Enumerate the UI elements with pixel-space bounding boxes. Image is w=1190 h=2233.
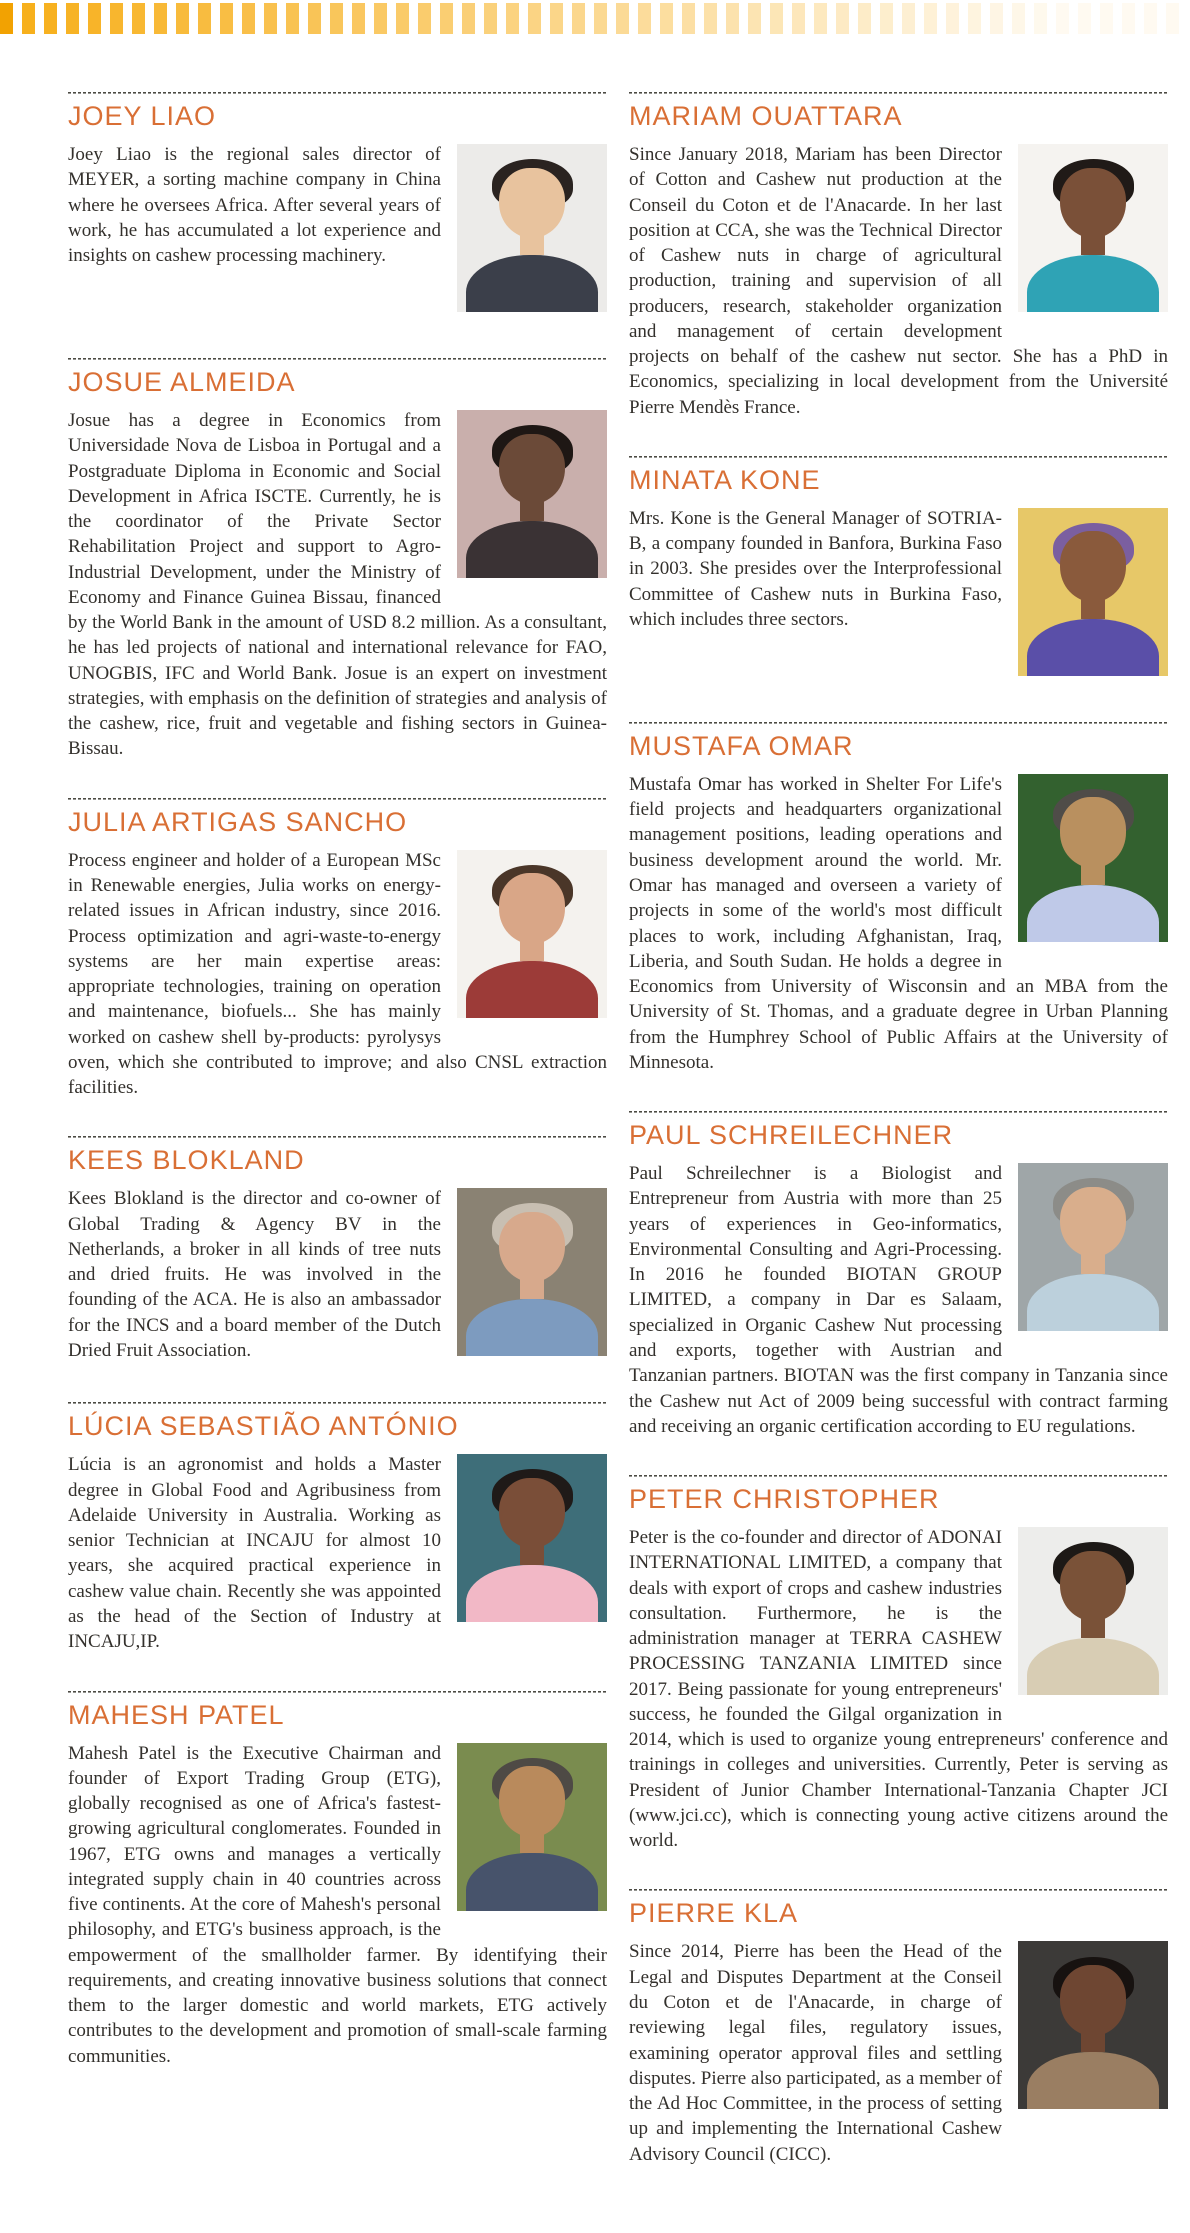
speaker-bio-text: Joey Liao is the regional sales director of MEYER, a sorting machine company in China where he oversees Africa. After several years of work, he has accumulated a lot experience and insights on cashew processing machinery. — [68, 144, 441, 267]
top-border-decoration — [0, 3, 1190, 34]
bio-josue-almeida — [68, 358, 607, 762]
top-border-bar — [1012, 3, 1025, 34]
bio-mustafa-omar — [629, 722, 1168, 1075]
top-border-bar — [220, 3, 233, 34]
top-border-bar — [1056, 3, 1069, 34]
section-divider — [629, 1889, 1168, 1891]
speaker-name: JULIA ARTIGAS SANCHO — [68, 806, 408, 837]
speaker-name: KEES BLOKLAND — [68, 1145, 305, 1176]
speaker-name: PAUL SCHREILECHNER — [629, 1120, 954, 1151]
section-divider — [629, 722, 1168, 724]
top-border-bar — [792, 3, 805, 34]
speaker-name: LÚCIA SEBASTIÃO ANTÓNIO — [68, 1411, 459, 1442]
top-border-bar — [1034, 3, 1047, 34]
top-border-bar — [550, 3, 563, 34]
speaker-bio-text: Kees Blokland is the director and co-owner of Global Trading & Agency BV in the Netherlands, a broker in all kinds of tree nuts and dried fruits. He was involved in the founding of the ACA. He is also an ambassador for the INCS and a board member of the Dutch Dried Fruit Association. — [68, 1188, 441, 1361]
section-divider — [68, 358, 607, 360]
speaker-photo — [1018, 774, 1168, 942]
top-border-bar — [1166, 3, 1179, 34]
top-border-bar — [616, 3, 629, 34]
speaker-name: PETER CHRISTOPHER — [629, 1484, 940, 1515]
top-border-bar — [176, 3, 189, 34]
top-border-bar — [132, 3, 145, 34]
speaker-bio-text: Lúcia is an agronomist and holds a Master degree in Global Food and Agribusiness from Adelaide University in Australia. Working as senior Technician at INCAJU for almost 10 years, she acquired practical experience in cashew value chain. Recently she was appointed as the head of the Section of Industry at INCAJU,IP. — [68, 1454, 441, 1653]
top-border-bar — [110, 3, 123, 34]
bio-pierre-kla — [629, 1889, 1168, 2166]
speaker-name: JOEY LIAO — [68, 101, 217, 131]
top-border-bar — [902, 3, 915, 34]
section-divider — [68, 1691, 607, 1693]
top-border-bar — [572, 3, 585, 34]
speaker-name: JOSUE ALMEIDA — [68, 367, 296, 397]
top-border-bar — [66, 3, 79, 34]
speaker-photo — [1018, 1941, 1168, 2109]
bio-paul-schreilechner — [629, 1111, 1168, 1439]
top-border-bar — [308, 3, 321, 34]
speaker-bio-text: Mrs. Kone is the General Manager of SOTRIA-B, a company founded in Banfora, Burkina Faso in 2003. She presides over the Interprofessional Committee of Cashew nuts in Burkina Faso, which includes three sectors. — [629, 507, 1002, 630]
speaker-name: MARIAM OUATTARA — [629, 101, 903, 131]
top-border-bar — [594, 3, 607, 34]
bio-mahesh-patel — [68, 1691, 607, 2069]
top-border-bar — [330, 3, 343, 34]
top-border-bar — [352, 3, 365, 34]
top-border-bar — [1100, 3, 1113, 34]
speaker-name: PIERRE KLA — [629, 1898, 799, 1929]
top-border-bar — [286, 3, 299, 34]
top-border-bar — [946, 3, 959, 34]
speaker-name: MAHESH PATEL — [68, 1699, 285, 1730]
top-border-bar — [836, 3, 849, 34]
top-border-bar — [22, 3, 35, 34]
speaker-bio-text: Josue has a degree in Economics from Universidade Nova de Lisboa in Portugal and a Postgraduate Diploma in Economic and Social Development in Africa ISCTE. Currently, he is the coordinator of the Private Sector Rehabilitation Project and support to Agro-Industrial Development, under the Ministry of Economy and Finance Guinea Bissau, financed by the World Bank in the amount of USD 8.2 million. As a consultant, he has led projects of national and international relevance for FAO, UNOGBIS, IFC and World Bank. Josue is an expert on investment strategies, with emphasis on the definition of strategies and analysis of the cashew, rice, fruit and vegetable and fishing sectors in Guinea-Bissau. — [68, 410, 607, 760]
speaker-photo — [457, 410, 607, 578]
top-border-bar — [660, 3, 673, 34]
speaker-bio-text: Mahesh Patel is the Executive Chairman and founder of Export Trading Group (ETG), globally recognised as one of Africa's fastest-growing agricultural conglomerates. Founded in 1967, ETG owns and manages a vertically integrated supply chain in 40 countries across five continents. At the core of Mahesh's personal philosophy, and ETG's business approach, is the empowerment of the smallholder farmer. By identifying their requirements, and creating innovative business solutions that connect them to the larger domestic and world markets, ETG actively contributes to the development and promotion of small-scale farming communities. — [68, 1742, 607, 2067]
bio-kees-blokland — [68, 1136, 607, 1366]
top-border-bar — [638, 3, 651, 34]
top-border-bar — [396, 3, 409, 34]
bio-mariam-ouattara — [629, 92, 1168, 420]
speaker-photo — [457, 1454, 607, 1622]
top-border-bar — [990, 3, 1003, 34]
top-border-bar — [44, 3, 57, 34]
speaker-photo — [457, 144, 607, 312]
speaker-photo — [1018, 1527, 1168, 1695]
speaker-photo — [1018, 144, 1168, 312]
top-border-bar — [0, 3, 13, 34]
top-border-bar — [242, 3, 255, 34]
section-divider — [68, 798, 607, 800]
top-border-bar — [1078, 3, 1091, 34]
bio-minata-kone — [629, 456, 1168, 686]
speaker-bio-text: Peter is the co-founder and director of ADONAI INTERNATIONAL LIMITED, a company that deals with export of crops and cashew industries consultation. Furthermore, he is the administration manager at TERRA CASHEW PROCESSING TANZANIA LIMITED since 2017. Being passionate for young entrepreneurs' success, he founded the Gilgal organization in 2014, which is used to organize young entrepreneurs' conference and trainings in colleges and universities. Currently, Peter is serving as President of Junior Chamber International-Tanzania Chapter JCI (www.jci.cc), which is connecting young active citizens around the world. — [629, 1527, 1168, 1852]
top-border-bar — [880, 3, 893, 34]
speaker-name: MUSTAFA OMAR — [629, 730, 854, 761]
speaker-photo — [457, 1188, 607, 1356]
top-border-bar — [264, 3, 277, 34]
top-border-bar — [968, 3, 981, 34]
speaker-photo — [457, 850, 607, 1018]
bio-joey-liao — [68, 92, 607, 322]
section-divider — [68, 92, 607, 94]
top-border-bar — [506, 3, 519, 34]
section-divider — [68, 1136, 607, 1138]
speaker-photo — [457, 1743, 607, 1911]
top-border-bar — [726, 3, 739, 34]
speaker-bio-text: Since 2014, Pierre has been the Head of the Legal and Disputes Department at the Conseil du Coton et de l'Anacarde, in charge of reviewing legal files, regulatory issues, examining operator approval files and settling disputes. Pierre also participated, as a member of the Ad Hoc Committee, in the process of setting up and implementing the International Cashew Advisory Council (CICC). — [629, 1941, 1003, 2165]
section-divider — [629, 1111, 1168, 1113]
speaker-bio-text: Mustafa Omar has worked in Shelter For Life's field projects and headquarters organizational management positions, leading operations and business development around the world. Mr. Omar has managed and overseen a variety of projects in some of the world's most difficult places to work, including Afghanistan, Iraq, Liberia, and South Sudan. He holds a degree in Economics from University of Wisconsin and an MBA from the University of St. Thomas, and a graduate degree in Urban Planning from the Humphrey School of Public Affairs at the University of Minnesota. — [629, 773, 1168, 1073]
section-divider — [629, 456, 1168, 458]
speaker-bio-text: Paul Schreilechner is a Biologist and Entrepreneur from Austria with more than 25 years of experiences in Geo-informatics, Environmental Consulting and Agri-Processing. In 2016 he founded BIOTAN GROUP LIMITED, a company in Dar es Salaam, specialized in Organic Cashew Nut processing and exports, together with Austrian and Tanzanian partners. BIOTAN was the first company in Tanzania since the Cashew nut Act of 2009 being successful with contract farming and receiving an organic certification according to EU regulations. — [629, 1163, 1168, 1437]
speaker-bio-text: Process engineer and holder of a European MSc in Renewable energies, Julia works on energy-related issues in African industry, since 2016. Process optimization and agri-waste-to-energy systems are her main expertise areas: appropriate technologies, training on operation and maintenance, biofuels... She has mainly worked on cashew shell by-products: pyrolysys oven, which she contributed to improve; and also CNSL extraction facilities. — [68, 849, 607, 1099]
bio-lucia-sebastiao-antonio — [68, 1402, 607, 1654]
speaker-photo — [1018, 1163, 1168, 1331]
top-border-bar — [484, 3, 497, 34]
top-border-bar — [1144, 3, 1157, 34]
top-border-bar — [462, 3, 475, 34]
top-border-bar — [682, 3, 695, 34]
top-border-bar — [154, 3, 167, 34]
top-border-bar — [528, 3, 541, 34]
top-border-bar — [748, 3, 761, 34]
section-divider — [68, 1402, 607, 1404]
top-border-bar — [704, 3, 717, 34]
top-border-bar — [814, 3, 827, 34]
left-column — [68, 92, 607, 2203]
bio-julia-artigas-sancho — [68, 798, 607, 1101]
top-border-bar — [198, 3, 211, 34]
top-border-bar — [924, 3, 937, 34]
speaker-name: MINATA KONE — [629, 464, 821, 495]
top-border-bar — [858, 3, 871, 34]
top-border-bar — [374, 3, 387, 34]
top-border-bar — [418, 3, 431, 34]
section-divider — [629, 92, 1168, 94]
speaker-bio-text: Since January 2018, Mariam has been Director of Cotton and Cashew nut production at the Conseil du Coton et de l'Anacarde. In her last position at CCA, she was the Technical Director of Cashew nuts in charge of agricultural production, training and supervision of all producers, research, stakeholder organization and management of certain development projects on behalf of the cashew nut sector. She has a PhD in Economics, specializing in local development from the Université Pierre Mendès France. — [629, 144, 1168, 418]
top-border-bar — [440, 3, 453, 34]
top-border-bar — [770, 3, 783, 34]
top-border-bar — [88, 3, 101, 34]
top-border-bar — [1122, 3, 1135, 34]
bio-peter-christopher — [629, 1475, 1168, 1853]
section-divider — [629, 1475, 1168, 1477]
speaker-photo — [1018, 508, 1168, 676]
right-column — [629, 92, 1168, 2203]
